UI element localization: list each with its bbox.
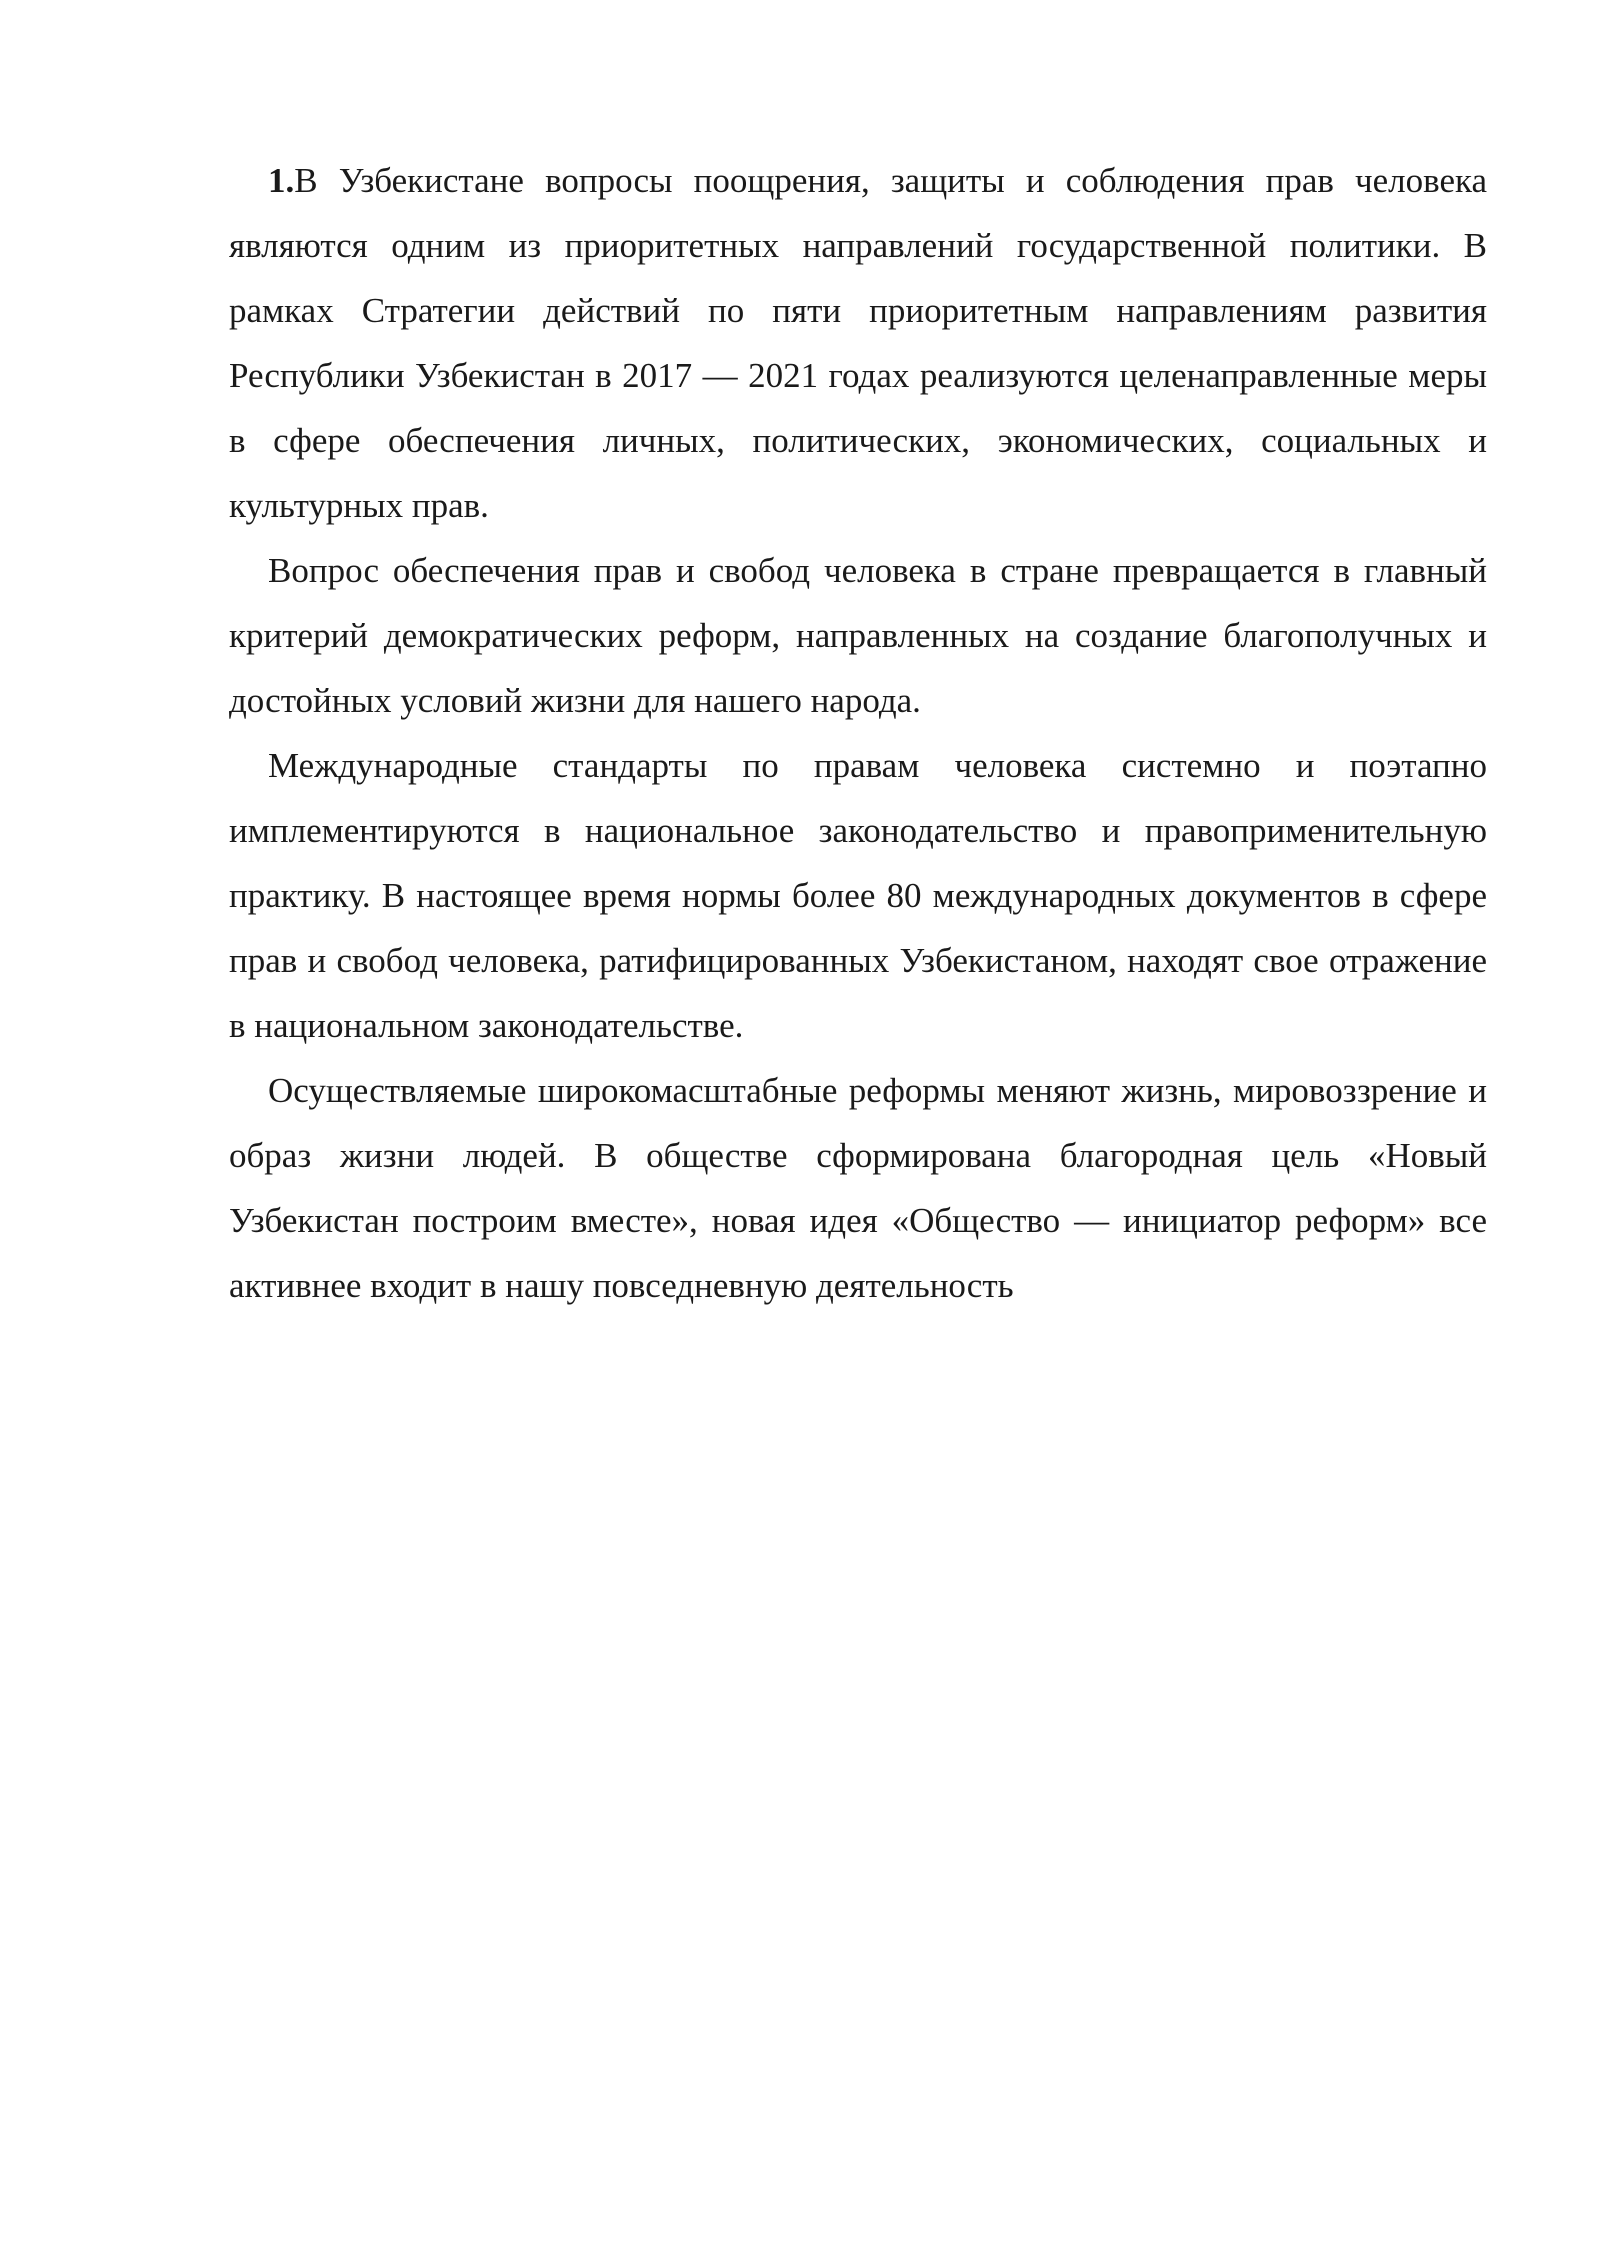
paragraph-3 [229,733,1487,1058]
paragraph-3-text: Международные стандарты по правам человека системно и поэтапно имплементируются в национальное законодательство и правоприменительную практику. В настоящее время нормы более 80 международных документов в сфере прав и свобод человека, ратифицированных Узбекистаном, находят свое отражение в национальном законодательстве. [229,746,1487,1045]
paragraph-4 [229,1058,1487,1318]
paragraph-4-text: Осуществляемые широкомасштабные реформы меняют жизнь, мировоззрение и образ жизни людей. В обществе сформирована благородная цель «Новый Узбекистан построим вместе», новая идея «Общество — инициатор реформ» все активнее входит в нашу повседневную деятельность [229,1071,1487,1305]
paragraph-1-text: В Узбекистане вопросы поощрения, защиты и соблюдения прав человека являются одним из приоритетных направлений государственной политики. В рамках Стратегии действий по пяти приоритетным направлениям развития Республики Узбекистан в 2017 — 2021 годах реализуются целенаправленные меры в сфере обеспечения личных, политических, экономических, социальных и культурных прав. [229,161,1487,525]
paragraph-2-text: Вопрос обеспечения прав и свобод человека в стране превращается в главный критерий демократических реформ, направленных на создание благополучных и достойных условий жизни для нашего народа. [229,551,1487,720]
document-body [229,148,1487,1318]
paragraph-1 [229,148,1487,538]
paragraph-number: 1. [268,161,295,200]
paragraph-2 [229,538,1487,733]
